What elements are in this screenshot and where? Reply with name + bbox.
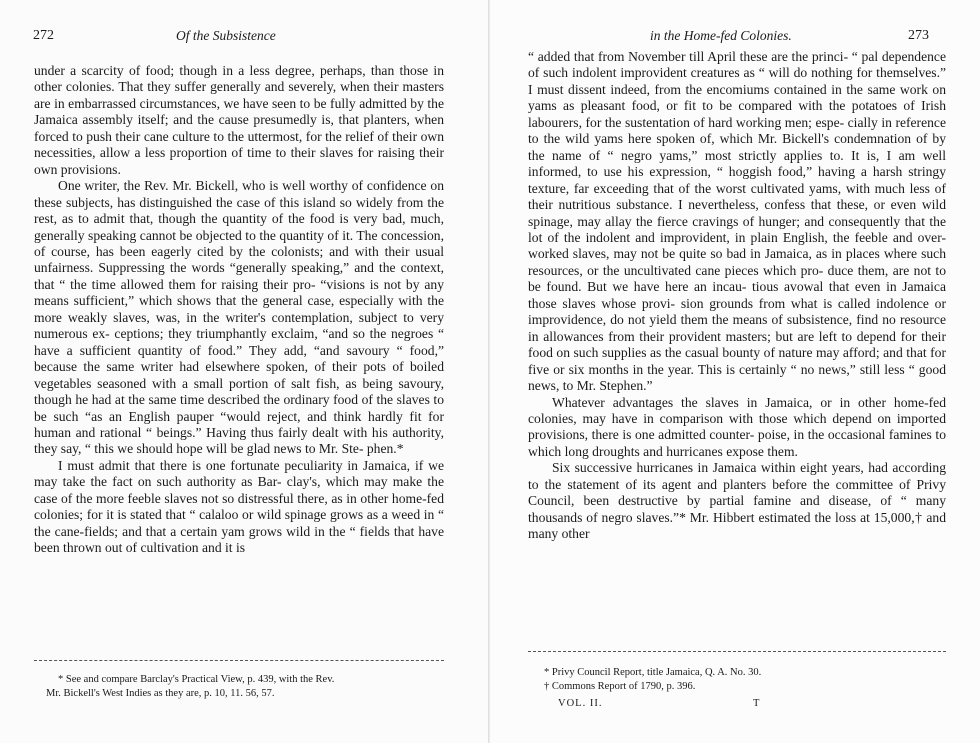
page-number-right: 273 (908, 28, 929, 43)
signature-mark: T (753, 698, 760, 709)
left-page-text (34, 63, 444, 557)
paragraph: “ added that from November till April these are the princi- “ pal dependence of such indolent improvident creatures as “ will do nothing for themselves.” I must dissent indeed, from the encomiums contained in the same work on yams as pleasant food, or fit to be compared with the potatoes of Irish labourers, for the sustentation of hard working men; espe- cially in reference to the wild yams here spoken of, which Mr. Bickell's condemnation of by the name of “ negro yams,” most strictly applies to. It is, I am well informed, to use his expression, “ hoggish food,” having a harsh stringy texture, far exceeding that of the worst cultivated yams, with much less of their nutritious substance. I nevertheless, confess that these, or even wild spinage, may allay the fierce cravings of hunger; and consequently that the lot of the indolent and improvident, in plain English, the feeble and over-worked slaves, may not be quite so bad in Jamaica, as in places where such resources, or the uncultivated cane pieces which pro- duce them, are not to be found. But we have here an incau- tious avowal that even in Jamaica those slaves whose provi- sion grounds from what is called indolence or improvidence, do not yield them the means of subsistence, find no resource in allowances from their provident masters; but are left to depend for their food on such supplies as the casual bounty of nature may afford; and that for five or six months in the year. This is certainly “ no news,” still less “ good news, to Mr. Stephen.” (528, 49, 946, 394)
footnote: * See and compare Barclay's Practical View, p. 439, with the Rev. (58, 674, 335, 685)
footnote-rule (528, 651, 946, 652)
paragraph: One writer, the Rev. Mr. Bickell, who is well worthy of confidence on these subjects, has distinguished the case of this island so widely from the rest, as to admit that, though the quantity of the food is very bad, much, generally speaking cannot be objected to the quantity of it. The concession, of course, has been eagerly cited by the colonists; and with their usual unfairness. Suppressing the words “generally speaking,” and the context, that “ the time allowed them for raising their pro- “visions is not by any means sufficient,” which shows that the general case, especially with the more weakly slaves, was, in the writer's contemplation, subject to very numerous ex- ceptions; they triumphantly exclaim, “and so the negroes “ have a sufficient quantity of food.” They add, “and savoury “ food,” because the same writer had elsewhere spoken, of their pots of boiled vegetables seasoned with a small portion of salt fish, as being savoury, though he had at the same time described the ordinary food of the slaves to be such “as an English pauper “would reject, and think hardly fit for human and rational “ beings.” Having thus fairly dealt with his authority, they say, “ this we should hope will be glad news to Mr. Ste- phen.* (34, 178, 444, 457)
paragraph: Whatever advantages the slaves in Jamaica, or in other home-fed colonies, may have in comparison with those which depend on imported provisions, there is one admitted counter- poise, in the occasional famines to which long droughts and hurricanes expose them. (528, 394, 946, 459)
page-number-left: 272 (33, 28, 54, 43)
footnote-rule (34, 660, 444, 661)
paragraph: under a scarcity of food; though in a less degree, perhaps, than those in other colonies. That they suffer generally and severely, when their masters are in embarrassed circumstances, we have seen to be fully admitted by the Jamaica assembly itself; and the cause presumedly is, that planters, when forced to push their cane culture to the uttermost, for the relief of their own necessities, allow a less proportion of time to their slaves for raising their own provisions. (34, 63, 444, 177)
footnotes-left (46, 673, 335, 701)
footnotes-right (544, 666, 761, 694)
footnote: * Privy Council Report, title Jamaica, Q. A. No. 30. (544, 667, 762, 678)
paragraph: I must admit that there is one fortunate peculiarity in Jamaica, if we may take the fact on such authority as Bar- clay's, which may make the case of the more feeble slaves not so distressful there, as in other home-fed colonies; for it is stated that “ calaloo or wild spinage grows as a weed in “ the cane-fields; and that a certain yam grows wild in the “ fields that have been thrown out of cultivation and it is (34, 457, 444, 556)
running-head-right: in the Home-fed Colonies. (650, 28, 792, 43)
right-page (490, 0, 980, 743)
running-head-left: Of the Subsistence (176, 28, 276, 43)
footnote: † Commons Report of 1790, p. 396. (544, 681, 696, 692)
signature-line: VOL. II. (558, 698, 603, 709)
footnote: Mr. Bickell's West Indies as they are, p. 10, 11. 56, 57. (46, 688, 275, 699)
right-page-text (528, 49, 946, 543)
paragraph: Six successive hurricanes in Jamaica within eight years, had according to the statement of its agent and planters before the committee of Privy Council, been destructive by partial famine and disease, of “ many thousands of negro slaves.”* Mr. Hibbert estimated the loss at 15,000,† and many other (528, 460, 946, 542)
